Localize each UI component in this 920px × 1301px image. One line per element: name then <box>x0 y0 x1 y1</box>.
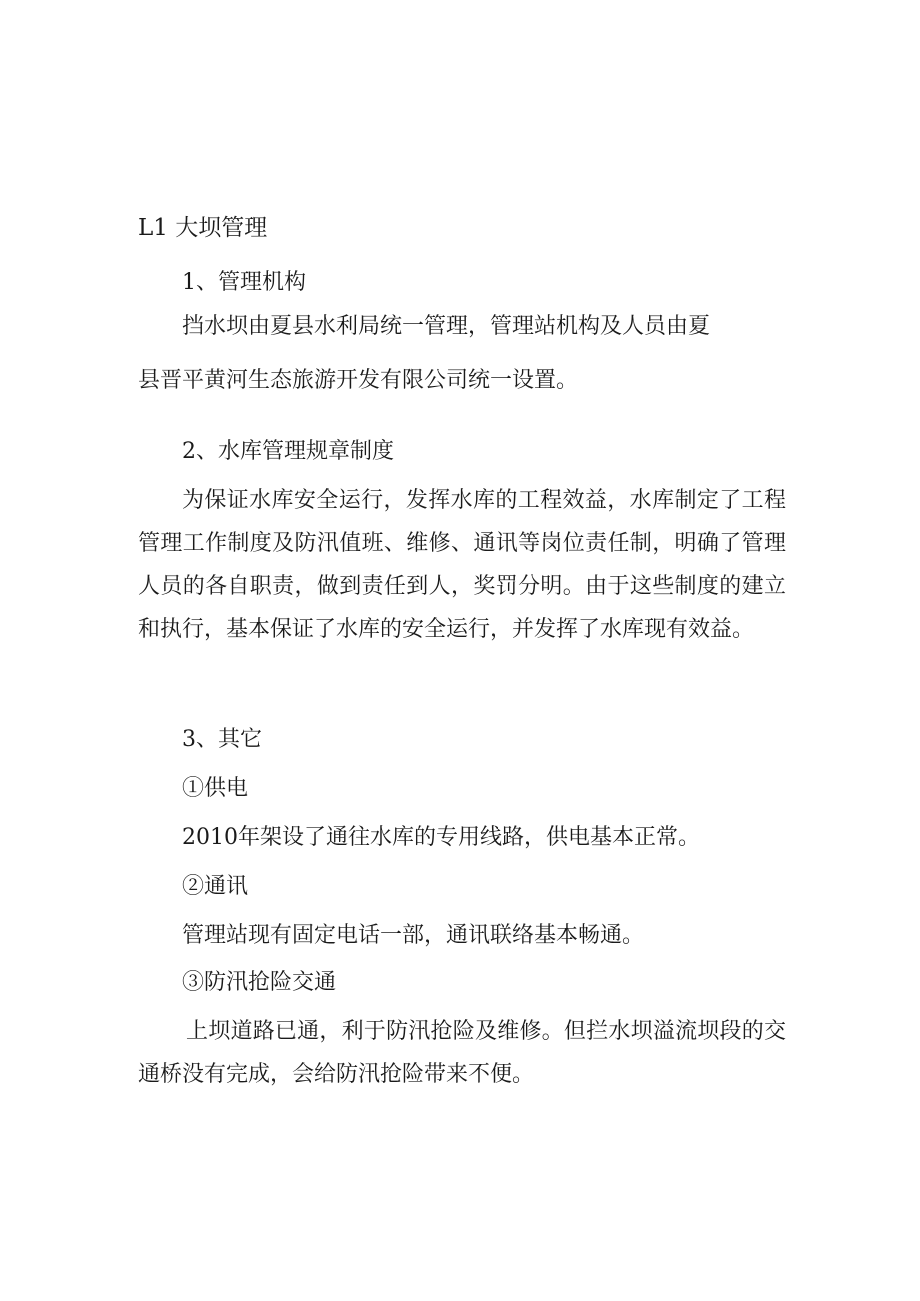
subitem-label-power-supply: ①供电 <box>182 776 249 801</box>
subitem-label-communication: ②通讯 <box>182 874 249 899</box>
subitem-text-communication: 管理站现有固定电话一部，通讯联络基本畅通。 <box>182 923 645 948</box>
heading-reservoir-regulations: 2、水库管理规章制度 <box>182 439 394 464</box>
section-title: L1 大坝管理 <box>138 215 268 241</box>
heading-management-organization: 1、管理机构 <box>182 270 306 295</box>
subitem-text-flood-traffic: 上坝道路已通，利于防汛抢险及维修。但拦水坝溢流坝段的交通桥没有完成，会给防汛抢险带来不便。 <box>138 1019 786 1087</box>
heading-others: 3、其它 <box>182 727 262 752</box>
subitem-text-power-supply: 2010年架设了通往水库的专用线路，供电基本正常。 <box>182 825 700 850</box>
paragraph-management-organization-line1: 挡水坝由夏县水利局统一管理，管理站机构及人员由夏 <box>182 314 711 339</box>
paragraph-management-organization-line2: 县晋平黄河生态旅游开发有限公司统一设置。 <box>138 368 579 393</box>
paragraph-reservoir-regulations: 为保证水库安全运行，发挥水库的工程效益，水库制定了工程管理工作制度及防汛值班、维修、通讯等岗位责任制，明确了管理人员的各自职责，做到责任到人，奖罚分明。由于这些制度的建立和执行，基本保证了水库的安全运行，并发挥了水库现有效益。 <box>138 488 786 642</box>
subitem-label-flood-traffic: ③防汛抢险交通 <box>182 970 337 995</box>
